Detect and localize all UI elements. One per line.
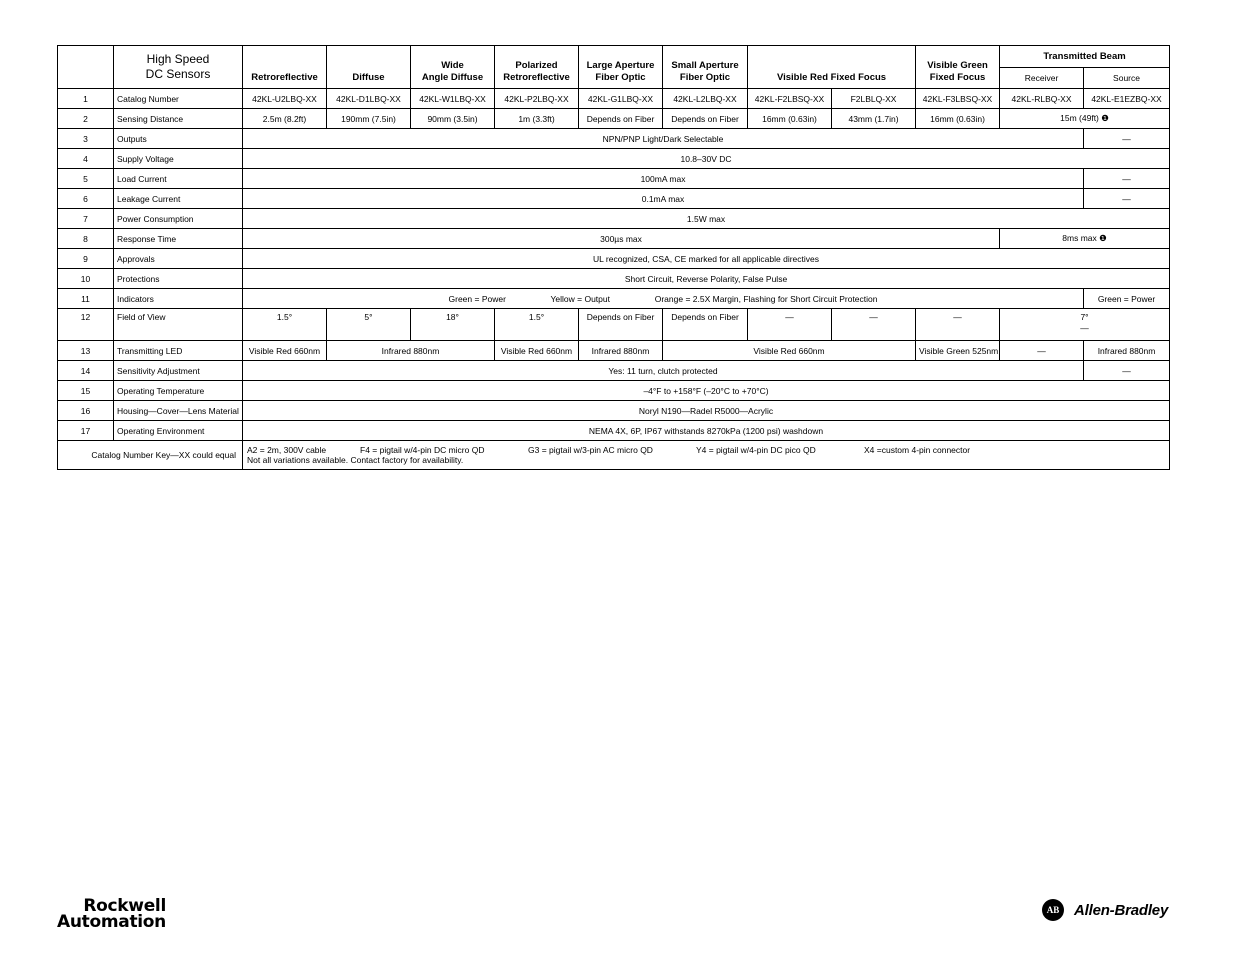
table-cell: –4°F to +158°F (–20°C to +70°C) xyxy=(243,381,1170,401)
col-small-line2: Fiber Optic xyxy=(679,72,731,83)
row-number: 14 xyxy=(58,361,114,381)
table-cell: Depends on Fiber xyxy=(579,309,663,341)
table-cell: — xyxy=(1000,341,1084,361)
table-cell: — xyxy=(916,309,1000,341)
col-small-line1: Small Aperture xyxy=(671,60,739,71)
col-large-line2: Fiber Optic xyxy=(595,72,646,83)
col-green-line2: Fixed Focus xyxy=(929,72,986,83)
table-cell: — xyxy=(1084,361,1170,381)
table-cell: 190mm (7.5in) xyxy=(327,109,411,129)
col-diffuse: Diffuse xyxy=(327,46,411,89)
fov-value: 7° xyxy=(1080,312,1089,322)
row-number: 4 xyxy=(58,149,114,169)
corner-cell xyxy=(58,46,114,89)
row-label: Leakage Current xyxy=(114,189,243,209)
col-wide-angle-diffuse xyxy=(411,46,495,89)
col-wide-line1: Wide xyxy=(441,60,464,71)
row-number: 6 xyxy=(58,189,114,209)
table-cell: 0.1mA max xyxy=(243,189,1084,209)
table-cell: 16mm (0.63in) xyxy=(748,109,832,129)
row-label: Operating Environment xyxy=(114,421,243,441)
table-cell: Depends on Fiber xyxy=(663,109,748,129)
table-cell: Yes: 11 turn, clutch protected xyxy=(243,361,1084,381)
row-label: Response Time xyxy=(114,229,243,249)
table-row xyxy=(58,381,1170,401)
key-y4: Y4 = pigtail w/4-pin DC pico QD xyxy=(696,445,816,455)
rockwell-line1: Rockwell xyxy=(83,896,166,916)
catalog-key-values xyxy=(243,441,1170,470)
table-row xyxy=(58,229,1170,249)
row-label: Approvals xyxy=(114,249,243,269)
col-retroreflective: Retroreflective xyxy=(243,46,327,89)
row-number: 3 xyxy=(58,129,114,149)
table-cell: 42KL-L2LBQ-XX xyxy=(663,89,748,109)
table-cell: Visible Red 660nm xyxy=(243,341,327,361)
table-cell: 8ms max ❶ xyxy=(1000,229,1170,249)
col-transmitted-beam: Transmitted Beam xyxy=(1000,46,1170,68)
table-cell: Green = Power xyxy=(1084,289,1170,309)
col-visible-red: Visible Red Fixed Focus xyxy=(748,46,916,89)
table-row xyxy=(58,149,1170,169)
title-line-1: High Speed xyxy=(146,52,210,66)
table-row xyxy=(58,89,1170,109)
table-row xyxy=(58,169,1170,189)
row-label: Sensitivity Adjustment xyxy=(114,361,243,381)
table-cell: 10.8–30V DC xyxy=(243,149,1170,169)
col-large-aperture xyxy=(579,46,663,89)
table-row xyxy=(58,401,1170,421)
row-number: 1 xyxy=(58,89,114,109)
key-a2: A2 = 2m, 300V cable xyxy=(247,445,327,455)
catalog-key-label: Catalog Number Key—XX could equal xyxy=(58,441,243,470)
indicator-green: Green = Power xyxy=(448,293,506,304)
row-label: Transmitting LED xyxy=(114,341,243,361)
row-number: 8 xyxy=(58,229,114,249)
table-cell: Infrared 880nm xyxy=(327,341,495,361)
table-cell: Depends on Fiber xyxy=(663,309,748,341)
row-label: Outputs xyxy=(114,129,243,149)
table-cell: 1.5° xyxy=(495,309,579,341)
table-cell: F2LBLQ-XX xyxy=(832,89,916,109)
table-cell: 42KL-G1LBQ-XX xyxy=(579,89,663,109)
table-cell: Visible Green 525nm xyxy=(916,341,1000,361)
table-cell: Visible Red 660nm xyxy=(663,341,916,361)
indicator-yellow: Yellow = Output xyxy=(550,293,610,304)
col-polarized-line1: Polarized xyxy=(515,60,558,71)
table-cell: 42KL-U2LBQ-XX xyxy=(243,89,327,109)
table-cell: Depends on Fiber xyxy=(579,109,663,129)
col-wide-line2: Angle Diffuse xyxy=(421,72,484,83)
col-receiver: Receiver xyxy=(1000,68,1084,89)
col-visible-green xyxy=(916,46,1000,89)
row-label: Power Consumption xyxy=(114,209,243,229)
key-note: Not all variations available. Contact factory for availability. xyxy=(247,455,464,465)
row-label: Load Current xyxy=(114,169,243,189)
table-row xyxy=(58,289,1170,309)
table-cell: 42KL-P2LBQ-XX xyxy=(495,89,579,109)
table-cell: 43mm (1.7in) xyxy=(832,109,916,129)
row-number: 15 xyxy=(58,381,114,401)
table-cell: NPN/PNP Light/Dark Selectable xyxy=(243,129,1084,149)
table-row xyxy=(58,309,1170,341)
table-cell: — xyxy=(1084,129,1170,149)
table-row xyxy=(58,341,1170,361)
table-cell: 15m (49ft) ❶ xyxy=(1000,109,1170,129)
table-row xyxy=(58,209,1170,229)
table-cell: Noryl N190—Radel R5000—Acrylic xyxy=(243,401,1170,421)
indicators-cell xyxy=(243,289,1084,309)
row-number: 11 xyxy=(58,289,114,309)
table-row xyxy=(58,129,1170,149)
row-number: 10 xyxy=(58,269,114,289)
table-row xyxy=(58,109,1170,129)
fov-value-2: — xyxy=(1080,323,1089,333)
table-cell: — xyxy=(748,309,832,341)
rockwell-automation-logo xyxy=(57,898,166,930)
table-cell: UL recognized, CSA, CE marked for all applicable directives xyxy=(243,249,1170,269)
table-cell: 100mA max xyxy=(243,169,1084,189)
allen-bradley-wordmark: Allen-Bradley xyxy=(1074,901,1169,919)
key-f4: F4 = pigtail w/4-pin DC micro QD xyxy=(360,445,485,455)
table-cell: 300µs max xyxy=(243,229,1000,249)
table-cell: 5° xyxy=(327,309,411,341)
table-cell: 1.5W max xyxy=(243,209,1170,229)
row-label: Catalog Number xyxy=(114,89,243,109)
row-number: 17 xyxy=(58,421,114,441)
table-cell: Infrared 880nm xyxy=(579,341,663,361)
table-cell: Visible Red 660nm xyxy=(495,341,579,361)
table-cell: — xyxy=(1084,189,1170,209)
key-x4: X4 =custom 4-pin connector xyxy=(864,445,971,455)
row-number: 13 xyxy=(58,341,114,361)
row-number: 7 xyxy=(58,209,114,229)
table-row xyxy=(58,249,1170,269)
row-label: Operating Temperature xyxy=(114,381,243,401)
table-cell: — xyxy=(832,309,916,341)
rockwell-line2: Automation xyxy=(57,912,166,932)
row-label: Sensing Distance xyxy=(114,109,243,129)
row-number: 5 xyxy=(58,169,114,189)
catalog-key-row xyxy=(58,441,1170,470)
table-cell: 16mm (0.63in) xyxy=(916,109,1000,129)
table-cell xyxy=(1000,309,1170,341)
row-label: Protections xyxy=(114,269,243,289)
row-number: 12 xyxy=(58,309,114,341)
table-cell: 42KL-F3LBSQ-XX xyxy=(916,89,1000,109)
table-cell: 42KL-D1LBQ-XX xyxy=(327,89,411,109)
table-cell: 2.5m (8.2ft) xyxy=(243,109,327,129)
col-source: Source xyxy=(1084,68,1170,89)
table-cell: Infrared 880nm xyxy=(1084,341,1170,361)
table-cell: 42KL-F2LBSQ-XX xyxy=(748,89,832,109)
ab-badge-icon: AB xyxy=(1042,899,1064,921)
table-cell: — xyxy=(1084,169,1170,189)
indicator-orange: Orange = 2.5X Margin, Flashing for Short Circuit Protection xyxy=(654,293,878,304)
title-line-2: DC Sensors xyxy=(145,67,211,81)
row-label: Indicators xyxy=(114,289,243,309)
row-number: 9 xyxy=(58,249,114,269)
col-green-line1: Visible Green xyxy=(927,60,988,71)
table-cell: 18° xyxy=(411,309,495,341)
table-cell: Short Circuit, Reverse Polarity, False Pulse xyxy=(243,269,1170,289)
col-small-aperture xyxy=(663,46,748,89)
spec-table xyxy=(57,45,1170,470)
col-polarized xyxy=(495,46,579,89)
table-row xyxy=(58,189,1170,209)
table-cell: 90mm (3.5in) xyxy=(411,109,495,129)
row-number: 16 xyxy=(58,401,114,421)
table-cell: NEMA 4X, 6P, IP67 withstands 8270kPa (1200 psi) washdown xyxy=(243,421,1170,441)
col-large-line1: Large Aperture xyxy=(586,60,655,71)
table-row xyxy=(58,269,1170,289)
allen-bradley-logo xyxy=(1042,899,1168,921)
row-label: Supply Voltage xyxy=(114,149,243,169)
table-cell: 1m (3.3ft) xyxy=(495,109,579,129)
col-polarized-line2: Retroreflective xyxy=(503,72,570,83)
table-cell: 1.5° xyxy=(243,309,327,341)
table-cell: 42KL-E1EZBQ-XX xyxy=(1084,89,1170,109)
table-cell: 42KL-W1LBQ-XX xyxy=(411,89,495,109)
key-g3: G3 = pigtail w/3-pin AC micro QD xyxy=(528,445,653,455)
table-cell: 42KL-RLBQ-XX xyxy=(1000,89,1084,109)
row-label: Housing—Cover—Lens Material xyxy=(114,401,243,421)
table-row xyxy=(58,361,1170,381)
table-title xyxy=(114,46,243,89)
row-number: 2 xyxy=(58,109,114,129)
table-row xyxy=(58,421,1170,441)
row-label: Field of View xyxy=(114,309,243,341)
